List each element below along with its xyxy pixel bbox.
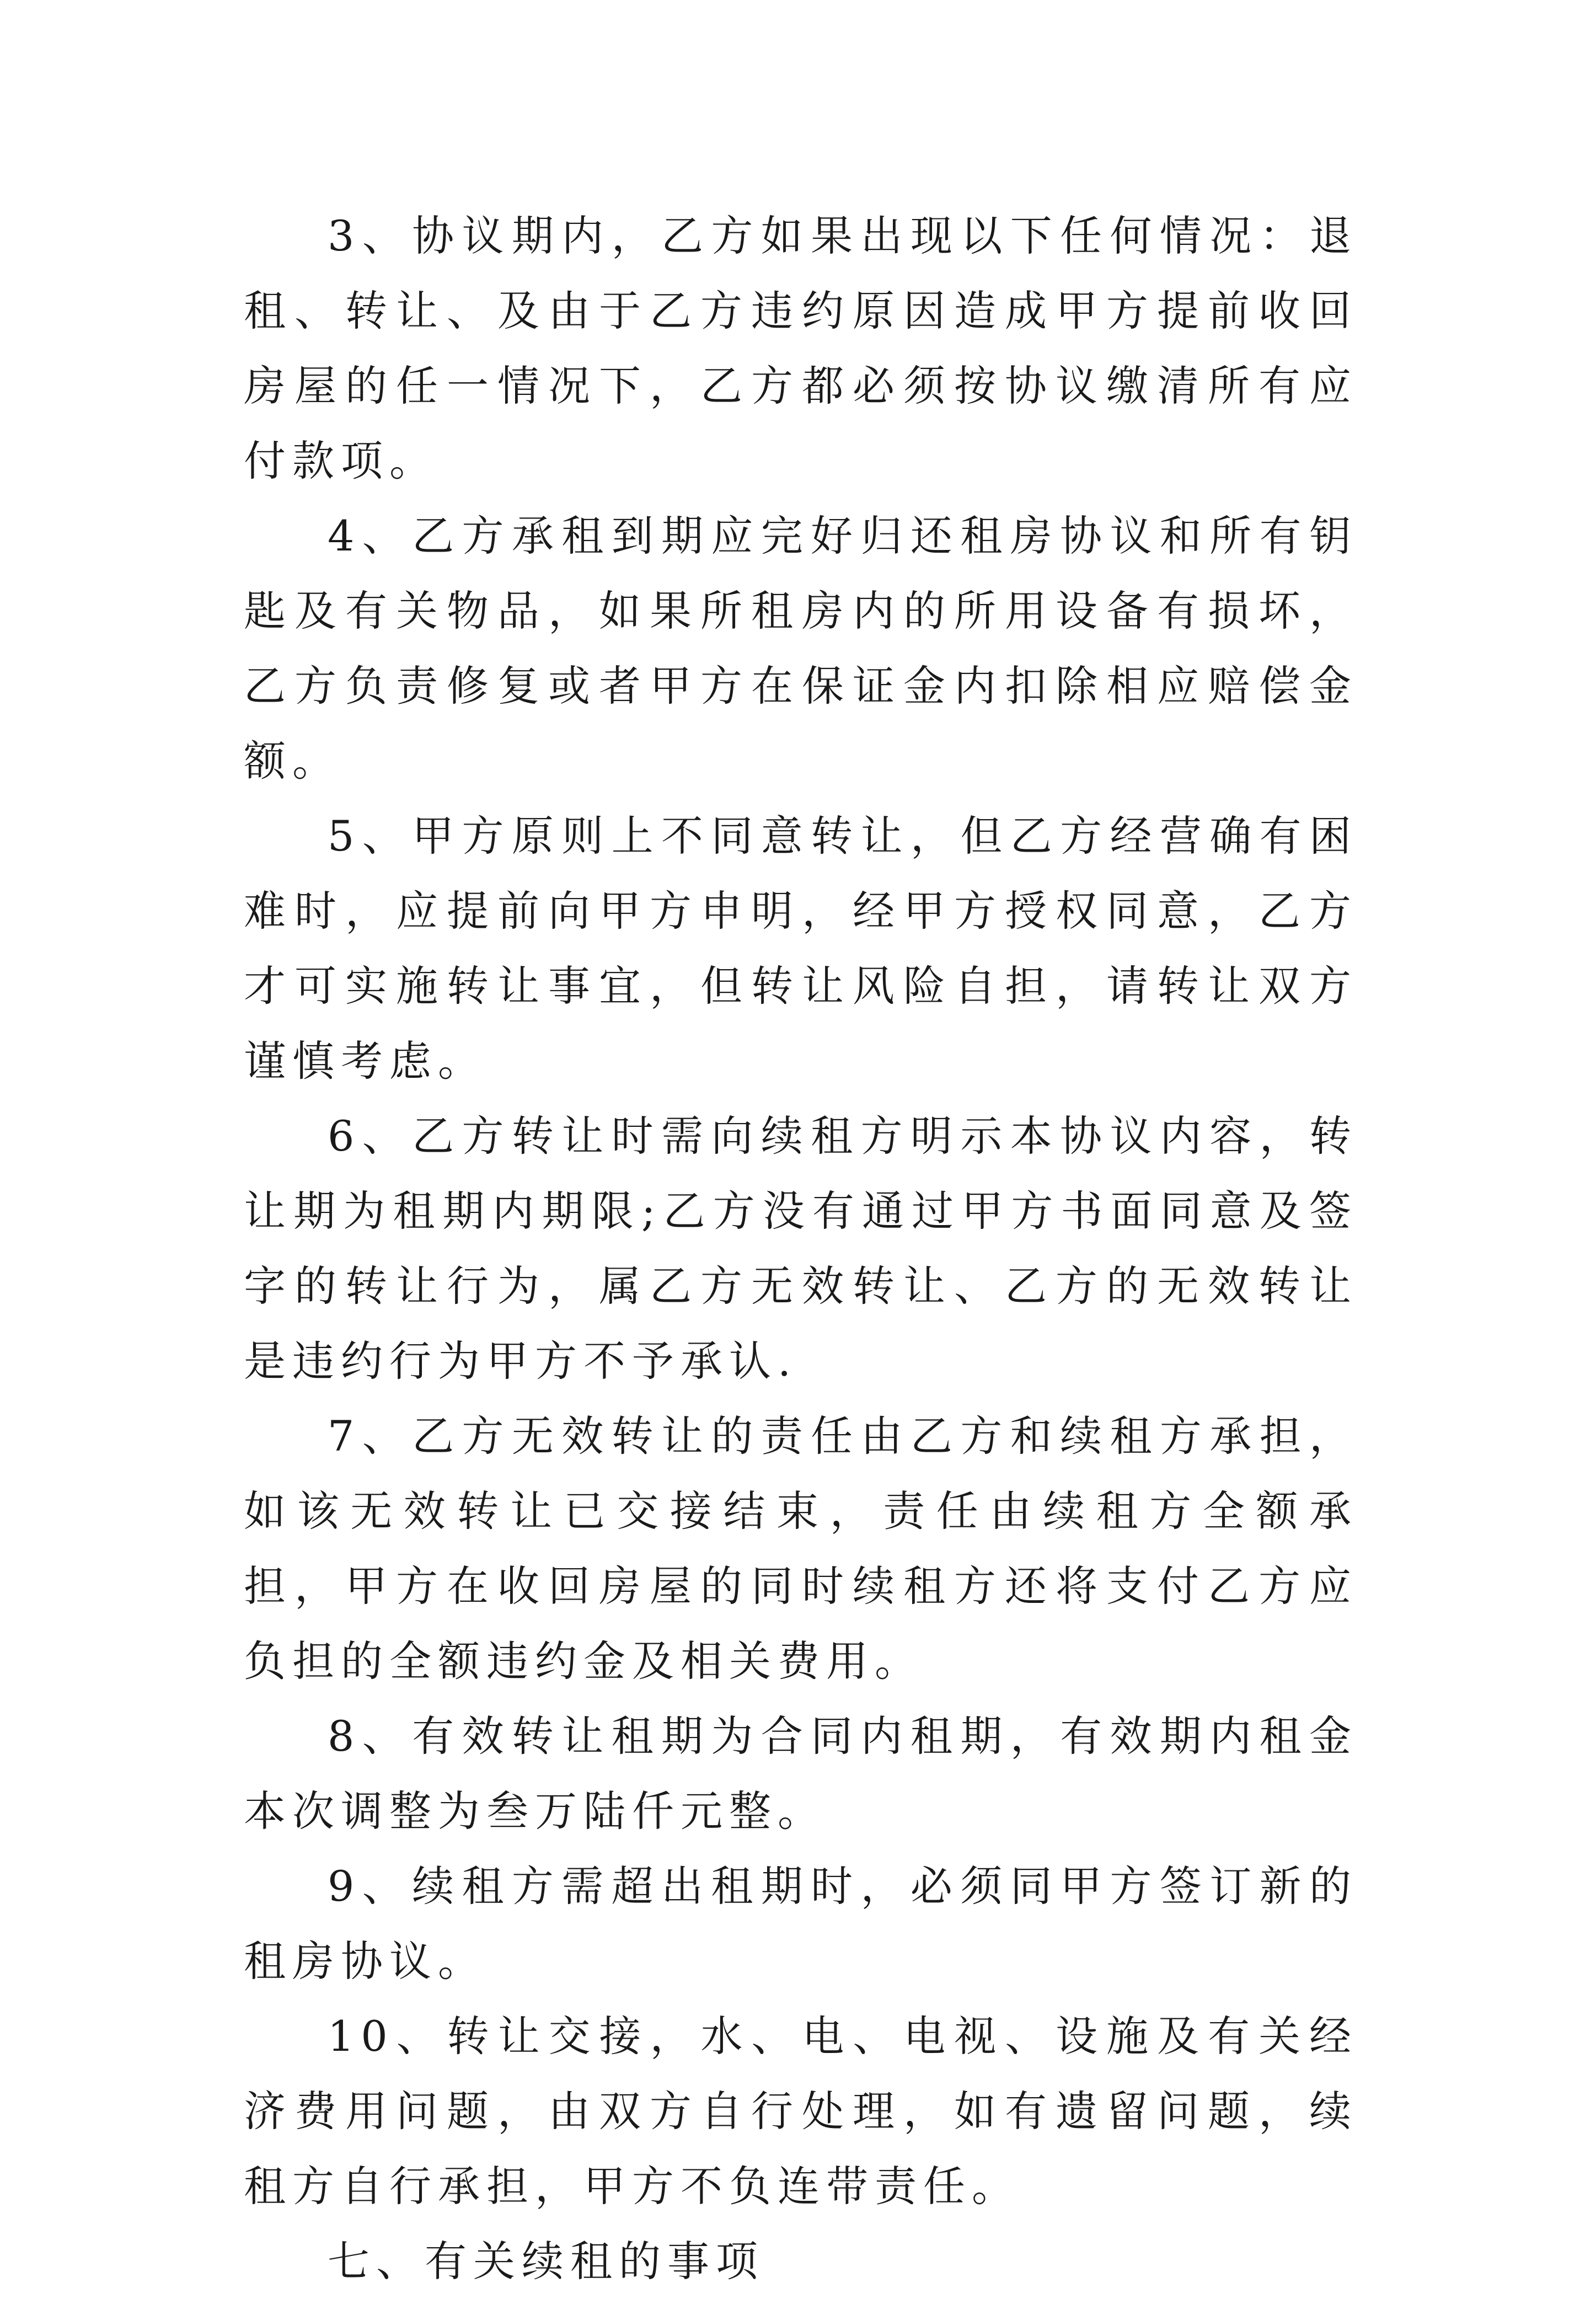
clause-9: 9、续租方需超出租期时，必须同甲方签订新的租房协议。 <box>244 1862 1358 1986</box>
clause-5: 5、甲方原则上不同意转让，但乙方经营确有困难时，应提前向甲方申明，经甲方授权同意，乙方才可实施转让事宜，但转让风险自担，请转让双方谨慎考虑。 <box>244 811 1358 1086</box>
clause-4: 4、乙方承租到期应完好归还租房协议和所有钥匙及有关物品，如果所租房内的所用设备有损坏，乙方负责修复或者甲方在保证金内扣除相应赔偿金额。 <box>244 511 1358 785</box>
section-heading-seven: 七、有关续租的事项 <box>328 2237 764 2286</box>
clause-6: 6、乙方转让时需向续租方明示本协议内容，转让期为租期内期限;乙方没有通过甲方书面同意及签字的转让行为，属乙方无效转让、乙方的无效转让是违约行为甲方不予承认. <box>244 1111 1358 1386</box>
clause-10: 10、转让交接，水、电、电视、设施及有关经济费用问题，由双方自行处理，如有遗留问题，续租方自行承担，甲方不负连带责任。 <box>244 2012 1358 2211</box>
document-body <box>244 199 1358 2299</box>
clause-8: 8、有效转让租期为合同内租期，有效期内租金本次调整为叁万陆仟元整。 <box>244 1712 1358 1836</box>
clause-7: 7、乙方无效转让的责任由乙方和续租方承担，如该无效转让已交接结束，责任由续租方全额承担，甲方在收回房屋的同时续租方还将支付乙方应负担的全额违约金及相关费用。 <box>244 1412 1358 1686</box>
clause-3: 3、协议期内，乙方如果出现以下任何情况：退租、转让、及由于乙方违约原因造成甲方提前收回房屋的任一情况下，乙方都必须按协议缴清所有应付款项。 <box>244 211 1358 485</box>
